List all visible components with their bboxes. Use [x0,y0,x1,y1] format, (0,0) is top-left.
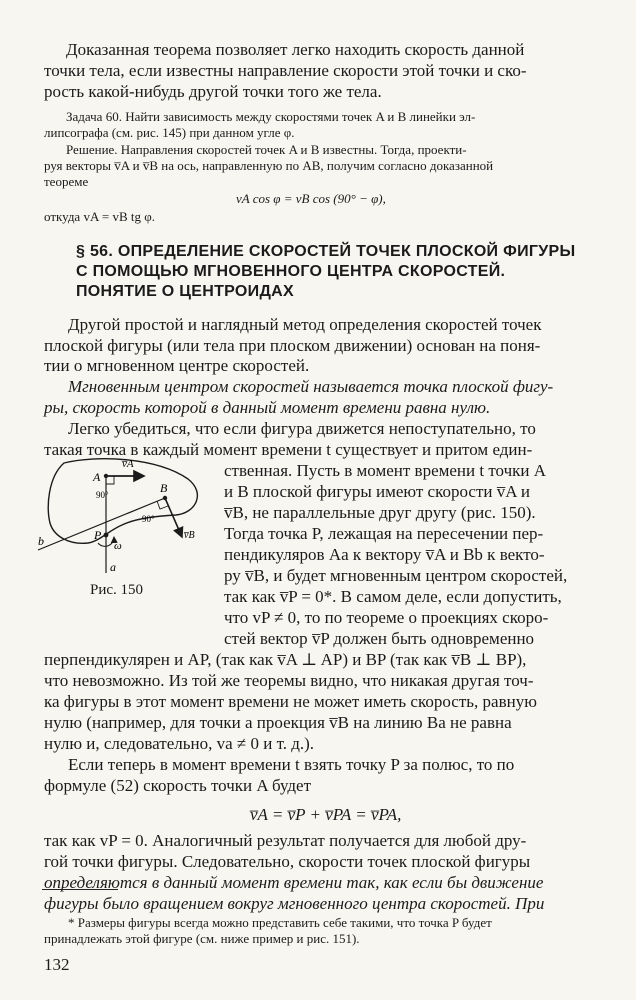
label-A: A [93,470,101,484]
body-line-10: v̅B, не параллельные друг другу (рис. 150). [224,503,536,522]
label-vA: v̅A [122,458,134,470]
problem-line-4: руя векторы v̅A и v̅B на ось, направленную по AB, получим согласно доказанной [44,158,494,173]
body-line-15: что vP ≠ 0, то по теореме о проекциях скоро- [224,608,549,627]
problem-line-5: теореме [44,174,89,189]
body-line-17: перпендикулярен и AP, (так как v̅A ⊥ AP) и BP (так как v̅B ⊥ BP), [44,650,527,669]
body-line-14: так как v̅P = 0*. В самом деле, если допустить, [224,587,562,606]
section-heading-line-2: С ПОМОЩЬЮ МГНОВЕННОГО ЦЕНТРА СКОРОСТЕЙ. [76,263,506,280]
label-b: b [38,534,44,548]
page-number: 132 [44,955,70,974]
body-line-21: нулю и, следовательно, va ≠ 0 и т. д.). [44,734,315,753]
body-line-1: Другой простой и наглядный метод определения скоростей точек [68,315,542,334]
body-line-13: ру v̅B, и будет мгновенным центром скоростей, [224,566,568,585]
figure-150 [36,453,216,578]
body-line-8: ственная. Пусть в момент времени t точки A [224,461,547,480]
label-angle-A: 90° [96,490,109,500]
body-line-4: Мгновенным центром скоростей называется точка плоской фигу- [68,377,554,396]
body-line-16: стей вектор v̅P должен быть одновременно [224,629,535,648]
problem-result: откуда vA = vB tg φ. [44,209,155,224]
body-line-25: так как vP = 0. Аналогичный результат получается для любой дру- [44,831,527,850]
figure-caption: Рис. 150 [90,582,144,598]
footnote-line-2: принадлежать этой фигуре (см. ниже пример и рис. 151). [44,931,360,946]
body-formula: v̅A = v̅P + v̅PA = v̅PA, [250,805,402,824]
body-line-27: определяются в данный момент времени так, как если бы движение [44,873,544,892]
body-line-7: такая точка в каждый момент времени t существует и притом един- [44,440,533,459]
line-Bb [38,498,165,550]
body-line-26: гой точки фигуры. Следовательно, скорости точек плоской фигуры [44,852,531,871]
body-line-23: формуле (52) скорость точки A будет [44,776,312,795]
problem-line-3: Решение. Направления скоростей точек A и B известны. Тогда, проекти- [66,142,467,157]
section-heading-line-1: § 56. ОПРЕДЕЛЕНИЕ СКОРОСТЕЙ ТОЧЕК ПЛОСКОЙ ФИГУРЫ [76,243,576,260]
point-A [104,474,108,478]
body-line-9: и B плоской фигуры имеют скорости v̅A и [224,482,530,501]
body-line-2: плоской фигуры (или тела при плоском движении) основан на поня- [44,336,541,355]
label-P: P [94,528,102,542]
body-line-5: ры, скорость которой в данный момент времени равна нулю. [44,398,491,417]
label-a: a [110,560,116,574]
body-line-28: фигуры было вращением вокруг мгновенного центра скоростей. При [44,894,545,913]
footnote-line-1: * Размеры фигуры всегда можно представить себе такими, что точка P будет [68,915,492,930]
body-line-11: Тогда точка P, лежащая на пересечении пер- [224,524,544,543]
problem-formula: vA cos φ = vB cos (90° − φ), [236,191,386,206]
label-omega: ω [114,540,122,552]
problem-line-1: Задача 60. Найти зависимость между скоростями точек A и B линейки эл- [66,109,476,124]
problem-line-2: липсографа (см. рис. 145) при данном угле φ. [44,125,295,140]
intro-line-2: точки тела, если известны направление скорости этой точки и ско- [44,61,527,80]
intro-line-3: рость какой-нибудь другой точки того же тела. [44,82,382,101]
plane-figure-outline [48,459,197,544]
vector-vB [165,498,182,537]
point-B [163,496,167,500]
footnote-divider [42,889,118,890]
point-P [104,533,109,538]
label-B: B [160,481,168,495]
body-line-19: ка фигуры в этот момент времени не может иметь скорость, равную [44,692,537,711]
body-line-18: что невозможно. Из той же теоремы видно, что никакая другая точ- [44,671,534,690]
body-line-3: тии о мгновенном центре скоростей. [44,356,310,375]
label-vB: v̅B [184,530,195,541]
body-line-6: Легко убедиться, что если фигура движется непоступательно, то [68,419,536,438]
label-angle-B: 90° [142,514,155,524]
body-line-22: Если теперь в момент времени t взять точку P за полюс, то по [68,755,515,774]
body-line-12: пендикуляров Aa к вектору v̅A и Bb к векто- [224,545,545,564]
body-line-20: нулю (например, для точки a проекция v̅B на линию Ba не равна [44,713,512,732]
intro-line-1: Доказанная теорема позволяет легко находить скорость данной [66,40,525,59]
section-heading-line-3: ПОНЯТИЕ О ЦЕНТРОИДАХ [76,283,294,300]
